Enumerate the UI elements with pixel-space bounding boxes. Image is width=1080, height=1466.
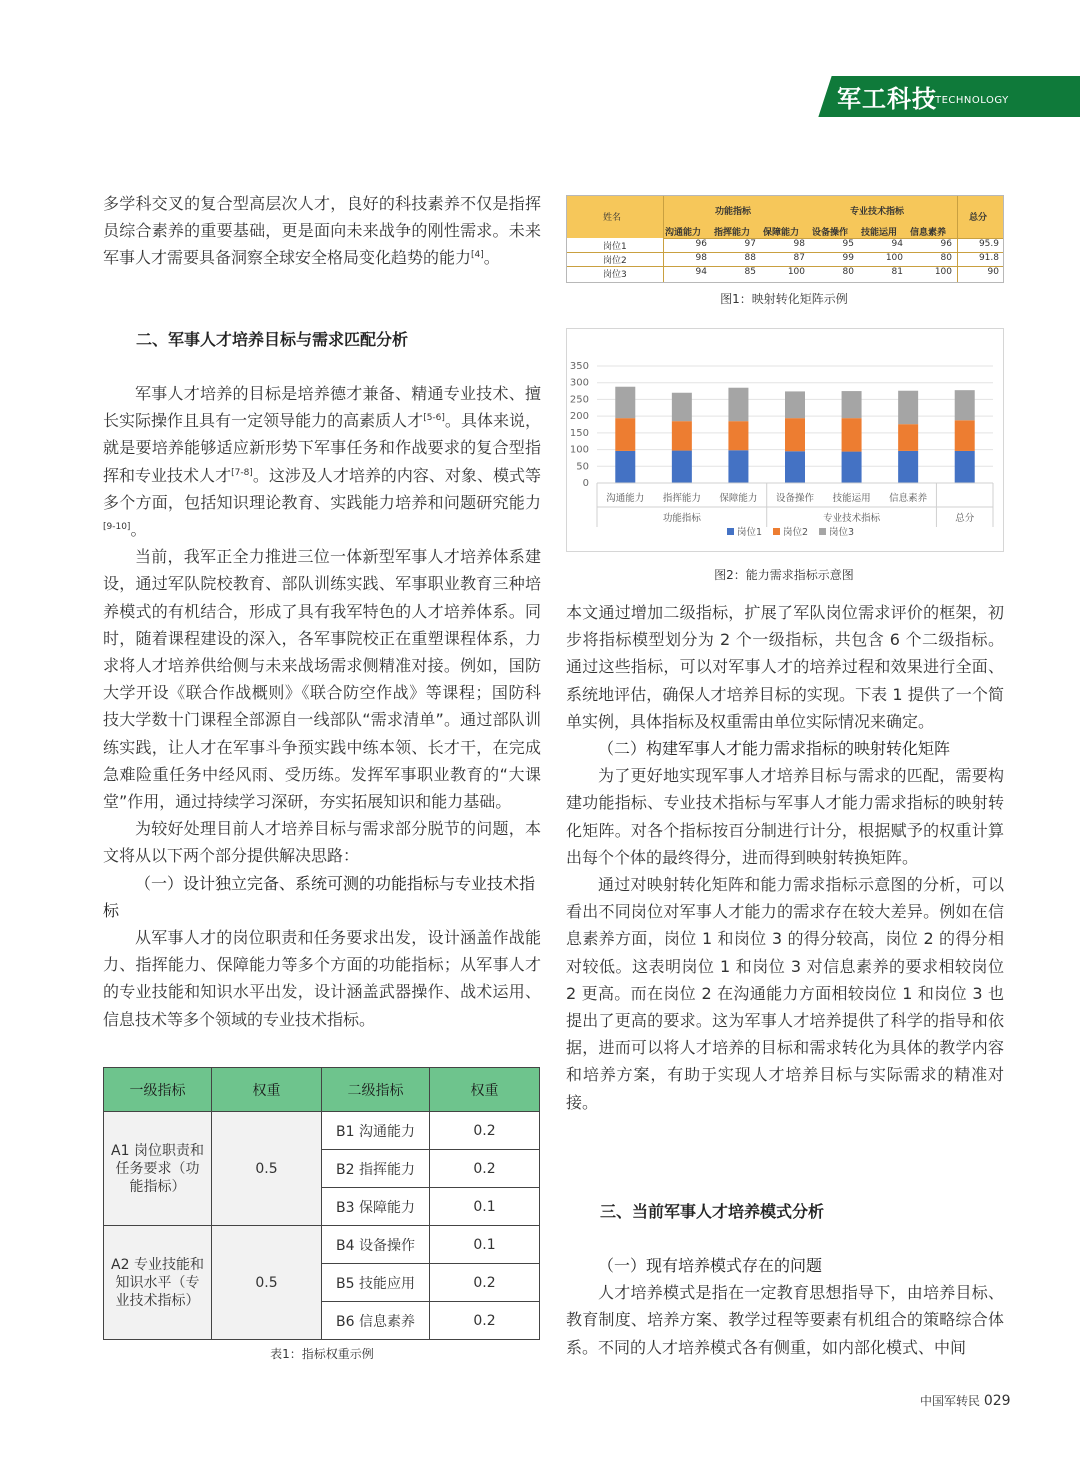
- group-label: 专业技术指标: [823, 513, 881, 524]
- group-name-cell: A1 岗位职责和任务要求（功能指标）: [104, 1112, 212, 1226]
- matrix-value: 100: [885, 253, 903, 263]
- paragraph-analysis: 通过对映射转化矩阵和能力需求指标示意图的分析，可以看出不同岗位对军事人才能力的需求存在较大差异。例如在信息素养方面，岗位 1 和岗位 3 的得分较高，岗位 2 的得分相对较低。这表明岗位 1 和岗位 3 对信息素养的要求相较岗位 2 更高。而在岗位 2 在沟通能力方面相较岗位 1 和岗位 3 也提出了更高的要求。这为军事人才培养提供了科学的指导和依据，进而可以将人才培养的目标和需求转化为具体的教学内容和培养方案，有助于实现人才培养目标与实际需求的精准对接。: [566, 875, 1004, 1112]
- paragraph-framework: 本文通过增加二级指标，扩展了军队岗位需求评价的框架，初步将指标模型划分为 2 个一级指标，共包含 6 个二级指标。通过这些指标，可以对军事人才的培养过程和效果进行全面、系统地评估，确保人才培养目标的实现。下表 1 提供了一个简单实例，具体指标及权重需由单位实际情况来确定。: [566, 603, 1004, 731]
- bar-segment: [955, 420, 975, 451]
- y-tick-label: 350: [569, 361, 589, 372]
- matrix-subheader: 指挥能力: [714, 228, 751, 238]
- figure1-caption: 图1：映射转化矩阵示例: [720, 292, 848, 306]
- weight-cell: 0.2: [430, 1150, 540, 1188]
- group-weight-cell: 0.5: [212, 1226, 322, 1340]
- x-tick-label: 设备操作: [775, 493, 815, 504]
- x-tick-label: 保障能力: [719, 493, 758, 504]
- subheading-1: （一）设计独立完备、系统可测的功能指标与专业技术指标: [103, 873, 536, 920]
- matrix-value: 80: [842, 267, 854, 277]
- bar-segment: [785, 451, 805, 483]
- table-header-cell: 权重: [212, 1068, 322, 1112]
- table-header-row: [104, 1068, 540, 1112]
- x-tick-label: 沟通能力: [606, 493, 645, 504]
- table1-caption: 表1：指标权重示例: [270, 1347, 374, 1361]
- page-number: 029: [983, 1393, 1011, 1409]
- group-label: 总分: [955, 513, 975, 524]
- legend-swatch: [727, 528, 734, 535]
- matrix-value: 100: [787, 267, 805, 277]
- table-row: [104, 1112, 540, 1150]
- matrix-value: 99: [842, 253, 854, 263]
- bar-segment: [785, 418, 805, 451]
- bar-segment: [728, 450, 748, 483]
- weight-cell: 0.2: [430, 1302, 540, 1340]
- matrix-value: 96: [940, 239, 952, 249]
- matrix-subheader: 技能运用: [861, 228, 898, 238]
- paragraph-goal: 军事人才培养的目标是培养德才兼备、精通专业技术、擅长实际操作且具有一定领导能力的高素质人才[5-6]。具体来说，就是要培养能够适应新形势下军事任务和作战要求的复合型指挥和专业技术人才[7-8]。这涉及人才培养的内容、对象、模式等多个方面，包括知识理论教育、实践能力培养和问题研究能力[9-10]。: [103, 384, 541, 540]
- legend-label: 岗位2: [783, 527, 809, 538]
- matrix-value: 94: [891, 239, 903, 249]
- magazine-name: 中国军转民: [920, 1394, 981, 1408]
- matrix-group-technical: 专业技术指标: [850, 207, 905, 217]
- bar-segment: [672, 421, 692, 450]
- matrix-total: 95.9: [978, 239, 999, 249]
- legend-label: 岗位3: [829, 527, 855, 538]
- right-column-lower: [566, 1252, 1004, 1361]
- bar-segment: [955, 390, 975, 420]
- legend-swatch: [773, 528, 780, 535]
- y-tick-label: 150: [569, 427, 589, 439]
- matrix-subheader: 设备操作: [812, 228, 849, 238]
- y-tick-label: 250: [569, 394, 589, 406]
- y-tick-label: 50: [576, 461, 589, 473]
- section-heading-2: 二、军事人才培养目标与需求匹配分析: [136, 330, 409, 349]
- chart-frame: [566, 328, 1004, 552]
- paragraph-approach: 为较好处理目前人才培养目标与需求部分脱节的问题，本文将从以下两个部分提供解决思路：: [103, 819, 541, 866]
- y-tick-label: 300: [569, 377, 589, 389]
- section-heading-3: 三、当前军事人才培养模式分析: [600, 1202, 825, 1221]
- matrix-col-name: 姓名: [603, 213, 622, 223]
- bar-segment: [842, 418, 862, 451]
- x-tick-label: 指挥能力: [662, 493, 701, 504]
- subheading-2: （二）构建军事人才能力需求指标的映射转化矩阵: [598, 739, 951, 759]
- section-banner: [815, 76, 1080, 117]
- bar-segment: [898, 424, 918, 451]
- matrix-divider: [663, 196, 664, 282]
- paragraph-current: 当前，我军正全力推进三位一体新型军事人才培养体系建设，通过军队院校教育、部队训练实践、军事职业教育三种培养模式的有机结合，形成了具有我军特色的人才培养体系。同时，随着课程建设的深入，各军事院校正在重塑课程体系，力求将人才培养供给侧与未来战场需求侧精准对接。例如，国防大学开设《联合作战概则》《联合防空作战》等课程；国防科技大学数十门课程全部源自一线部队“需求清单”。通过部队训练实践，让人才在军事斗争预实践中练本领、长才干，在完成急难险重任务中经风雨、受历练。发挥军事职业教育的“大课堂”作用，通过持续学习深研，夯实拓展知识和能力基础。: [103, 547, 541, 812]
- matrix-total: 91.8: [978, 253, 999, 263]
- y-tick-label: 100: [569, 444, 589, 456]
- matrix-value: 98: [695, 253, 707, 263]
- group-weight-cell: 0.5: [212, 1112, 322, 1226]
- table-header-cell: 权重: [430, 1068, 540, 1112]
- matrix-value: 95: [842, 239, 854, 249]
- bar-segment: [728, 388, 748, 421]
- matrix-group-functional: 功能指标: [715, 207, 752, 217]
- matrix-value: 81: [891, 267, 903, 277]
- x-tick-label: 技能运用: [832, 493, 871, 504]
- matrix-total: 90: [987, 267, 999, 277]
- matrix-row-name: 岗位3: [603, 270, 627, 280]
- indicator-cell: B6 信息素养: [322, 1302, 430, 1340]
- bar-segment: [842, 452, 862, 483]
- bar-segment: [898, 391, 918, 424]
- intro-paragraph: 多学科交叉的复合型高层次人才，良好的科技素养不仅是指挥员综合素养的重要基础，更是面向未来战争的刚性需求。未来军事人才需要具备洞察全球安全格局变化趋势的能力[4]。: [103, 194, 541, 268]
- legend-swatch: [819, 528, 826, 535]
- matrix-value: 85: [744, 267, 756, 277]
- weight-cell: 0.2: [430, 1112, 540, 1150]
- bar-segment: [842, 391, 862, 418]
- weight-cell: 0.1: [430, 1188, 540, 1226]
- footer: [920, 1392, 1011, 1409]
- paragraph-indicators: 从军事人才的岗位职责和任务要求出发，设计涵盖作战能力、指挥能力、保障能力等多个方面的功能指标；从军事人才的专业技能和知识水平出发，设计涵盖武器操作、战术运用、信息技术等多个领域的专业技术指标。: [103, 928, 541, 1029]
- table-indicator-weights: [103, 1067, 540, 1340]
- matrix-value: 88: [744, 253, 756, 263]
- bar-segment: [728, 421, 748, 450]
- table-header-cell: 一级指标: [104, 1068, 212, 1112]
- x-tick-label: 信息素养: [889, 493, 928, 504]
- y-tick-label: 0: [582, 478, 589, 489]
- matrix-col-total: 总分: [969, 213, 988, 223]
- bar-segment: [615, 451, 635, 483]
- bar-segment: [785, 391, 805, 418]
- mapping-matrix: [566, 195, 1004, 283]
- group-name-cell: A2 专业技能和知识水平（专业技术指标）: [104, 1226, 212, 1340]
- paragraph-matrix: 为了更好地实现军事人才培养目标与需求的匹配，需要构建功能指标、专业技术指标与军事人才能力需求指标的映射转化矩阵。对各个指标按百分制进行计分，根据赋予的权重计算出每个个体的最终得分，进而得到映射转换矩阵。: [566, 766, 1004, 867]
- ability-demand-chart: [567, 329, 1003, 551]
- y-tick-label: 200: [569, 411, 589, 423]
- indicator-cell: B1 沟通能力: [322, 1112, 430, 1150]
- right-column: [566, 599, 1004, 1116]
- left-column: [103, 190, 541, 272]
- matrix-subheader: 保障能力: [763, 228, 800, 238]
- bar-segment: [672, 451, 692, 483]
- bar-segment: [898, 451, 918, 483]
- matrix-subheader: 信息素养: [910, 228, 947, 238]
- group-label: 功能指标: [662, 513, 701, 524]
- matrix-value: 87: [793, 253, 805, 263]
- legend-label: 岗位1: [737, 527, 763, 538]
- table-header-cell: 二级指标: [322, 1068, 430, 1112]
- indicator-cell: B4 设备操作: [322, 1226, 430, 1264]
- bar-segment: [615, 418, 635, 451]
- matrix-value: 96: [695, 239, 707, 249]
- table-row: [104, 1226, 540, 1264]
- weight-cell: 0.1: [430, 1226, 540, 1264]
- matrix-value: 80: [940, 253, 952, 263]
- matrix-value: 100: [934, 267, 952, 277]
- section-title-en: TECHNOLOGY: [935, 95, 1009, 106]
- matrix-row-name: 岗位2: [603, 256, 627, 266]
- subheading-3: （一）现有培养模式存在的问题: [598, 1256, 823, 1275]
- matrix-value: 98: [793, 239, 805, 249]
- bar-segment: [615, 387, 635, 418]
- weight-cell: 0.2: [430, 1264, 540, 1302]
- matrix-divider: [957, 196, 958, 282]
- indicator-cell: B5 技能应用: [322, 1264, 430, 1302]
- matrix-value: 97: [744, 239, 756, 249]
- section-title-cn: 军工科技: [837, 85, 937, 113]
- paragraph-model: 人才培养模式是指在一定教育思想指导下，由培养目标、教育制度、培养方案、教学过程等要素有机组合的策略综合体系。不同的人才培养模式各有侧重，如内部化模式、中间: [566, 1283, 1004, 1357]
- matrix-subheader: 沟通能力: [665, 228, 702, 238]
- bar-segment: [672, 393, 692, 421]
- bar-segment: [955, 451, 975, 483]
- matrix-row-name: 岗位1: [603, 242, 627, 252]
- left-body: [103, 380, 541, 1033]
- weight-table: [103, 1067, 540, 1340]
- figure2-caption: 图2：能力需求指标示意图: [714, 568, 854, 582]
- banner-notch: [815, 76, 832, 117]
- indicator-cell: B2 指挥能力: [322, 1150, 430, 1188]
- matrix-value: 94: [695, 267, 707, 277]
- indicator-cell: B3 保障能力: [322, 1188, 430, 1226]
